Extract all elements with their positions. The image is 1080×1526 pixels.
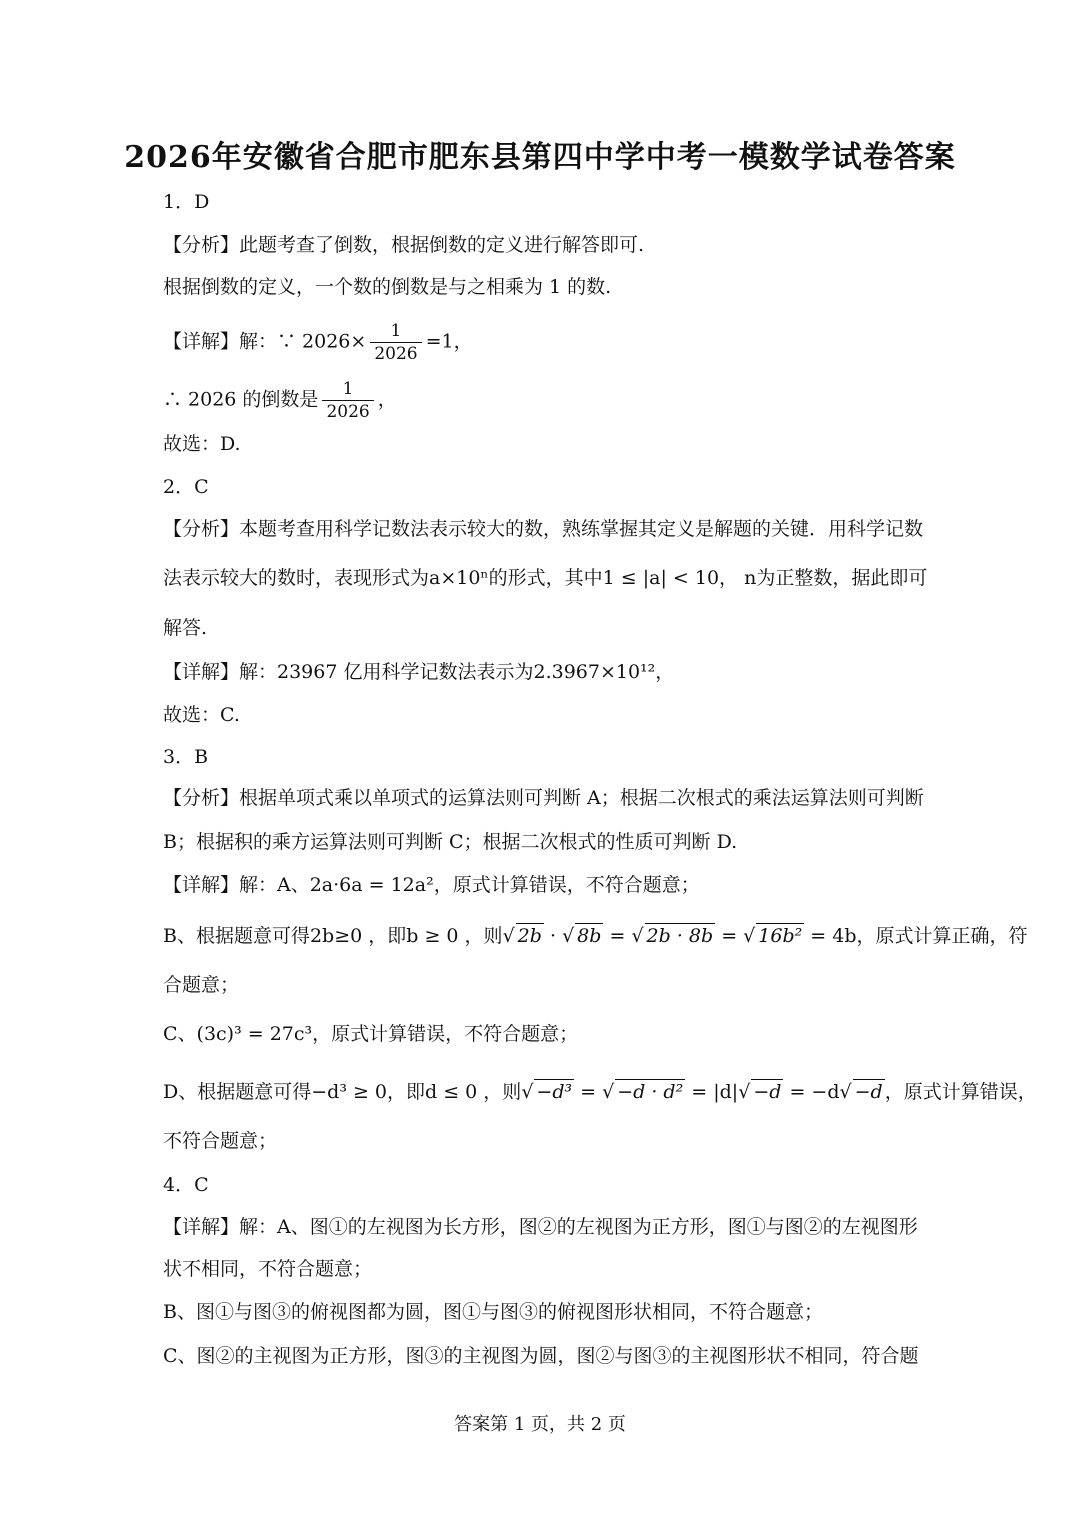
q3-detail-d-mid2: = −d xyxy=(789,1081,840,1103)
q1-therefore-frac-num: 1 xyxy=(322,380,373,401)
q1-frac-num: 1 xyxy=(370,322,421,343)
q3-detail-d: D、根据题意可得−d³ ≥ 0，即d ≤ 0 ，则√ −d³ = √ −d · d² = |d|√ −d = −d√ −d ，原式计算错误， xyxy=(163,1081,1037,1103)
q3-d-radical-3: −d xyxy=(753,1081,782,1103)
q1-therefore-fraction xyxy=(322,380,373,421)
q1-frac-den: 2026 xyxy=(374,344,418,364)
q3-detail-b-cont: 合题意； xyxy=(163,974,240,996)
q1-therefore xyxy=(163,380,943,421)
q2-answer: 2．C xyxy=(163,476,209,498)
q3-b-radical-1: 2b xyxy=(517,925,542,947)
page-footer: 答案第 1 页，共 2 页 xyxy=(454,1414,626,1435)
q1-detail xyxy=(163,322,943,363)
q3-d-radical-4: −d xyxy=(854,1081,883,1103)
q2-analysis-3: 解答. xyxy=(163,617,208,639)
q4-answer: 4．C xyxy=(163,1174,209,1196)
q1-therefore-prefix: ∴ 2026 的倒数是 xyxy=(163,388,319,411)
q2-analysis-1: 【分析】本题考查用科学记数法表示较大的数，熟练掌握其定义是解题的关键．用科学记数 xyxy=(163,518,924,540)
q1-answer: 1．D xyxy=(163,191,210,213)
q3-analysis-1: 【分析】根据单项式乘以单项式的运算法则可判断 A；根据二次根式的乘法运算法则可判断 xyxy=(163,787,924,809)
q1-analysis: 【分析】此题考查了倒数，根据倒数的定义进行解答即可. xyxy=(163,234,645,256)
q1-choice: 故选：D. xyxy=(163,433,241,455)
q4-detail-a-2: 状不相同，不符合题意； xyxy=(163,1258,373,1280)
q3-detail-c: C、(3c)³ = 27c³，原式计算错误，不符合题意； xyxy=(163,1023,579,1045)
q1-fraction xyxy=(370,322,421,363)
q2-analysis-2: 法表示较大的数时，表现形式为a×10ⁿ的形式，其中1 ≤ |a| < 10， n为正整数，据此即可 xyxy=(163,567,928,589)
q4-detail-a-1: 【详解】解：A、图①的左视图为长方形，图②的左视图为正方形，图①与图②的左视图形 xyxy=(163,1216,918,1238)
q1-therefore-frac-den: 2026 xyxy=(326,402,370,422)
q3-detail-d-cont: 不符合题意； xyxy=(163,1130,278,1152)
q3-detail-a: 【详解】解：A、2a·6a = 12a²，原式计算错误，不符合题意； xyxy=(163,874,700,896)
q3-d-radical-1: −d³ xyxy=(536,1081,573,1103)
q1-detail-expr-a: 2026× xyxy=(302,330,367,353)
q3-answer: 3．B xyxy=(163,746,209,768)
q3-analysis-2: B；根据积的乘方运算法则可判断 C；根据二次根式的性质可判断 D. xyxy=(163,831,738,853)
q1-definition: 根据倒数的定义，一个数的倒数是与之相乘为 1 的数. xyxy=(163,276,612,298)
q3-d-radical-2: −d · d² xyxy=(617,1081,684,1103)
q2-detail: 【详解】解：23967 亿用科学记数法表示为2.3967×10¹²， xyxy=(163,661,675,683)
q1-detail-prefix: 【详解】解：∵ xyxy=(163,330,303,353)
q3-detail-b-pre: B、根据题意可得2b≥0 ，即b ≥ 0 ，则 xyxy=(163,925,503,947)
q3-detail-d-mid: = |d| xyxy=(691,1081,739,1103)
q4-detail-b: B、图①与图③的俯视图都为圆，图①与图③的俯视图形状相同，不符合题意； xyxy=(163,1301,823,1323)
q3-b-radical-2: 8b xyxy=(577,925,602,947)
q3-b-radical-4: 16b² xyxy=(758,925,803,947)
q4-detail-c: C、图②的主视图为正方形，图③的主视图为圆，图②与图③的主视图形状不相同，符合题 xyxy=(163,1345,919,1367)
page-title: 2026年安徽省合肥市肥东县第四中学中考一模数学试卷答案 xyxy=(124,140,956,175)
q2-choice: 故选：C. xyxy=(163,704,240,726)
q3-detail-b: B、根据题意可得2b≥0 ，即b ≥ 0 ，则√ 2b · √ 8b = √ 2b · 8b = √ 16b² = 4b，原式计算正确，符 xyxy=(163,925,1028,947)
q3-detail-d-pre: D、根据题意可得−d³ ≥ 0，即d ≤ 0 ，则 xyxy=(163,1081,522,1103)
q3-detail-d-post: ，原式计算错误， xyxy=(884,1081,1037,1103)
q3-detail-b-post: = 4b，原式计算正确，符 xyxy=(810,925,1028,947)
q1-therefore-suffix: ， xyxy=(377,388,397,411)
q3-b-radical-3: 2b · 8b xyxy=(646,925,714,947)
q1-detail-expr-b: =1， xyxy=(425,330,473,353)
